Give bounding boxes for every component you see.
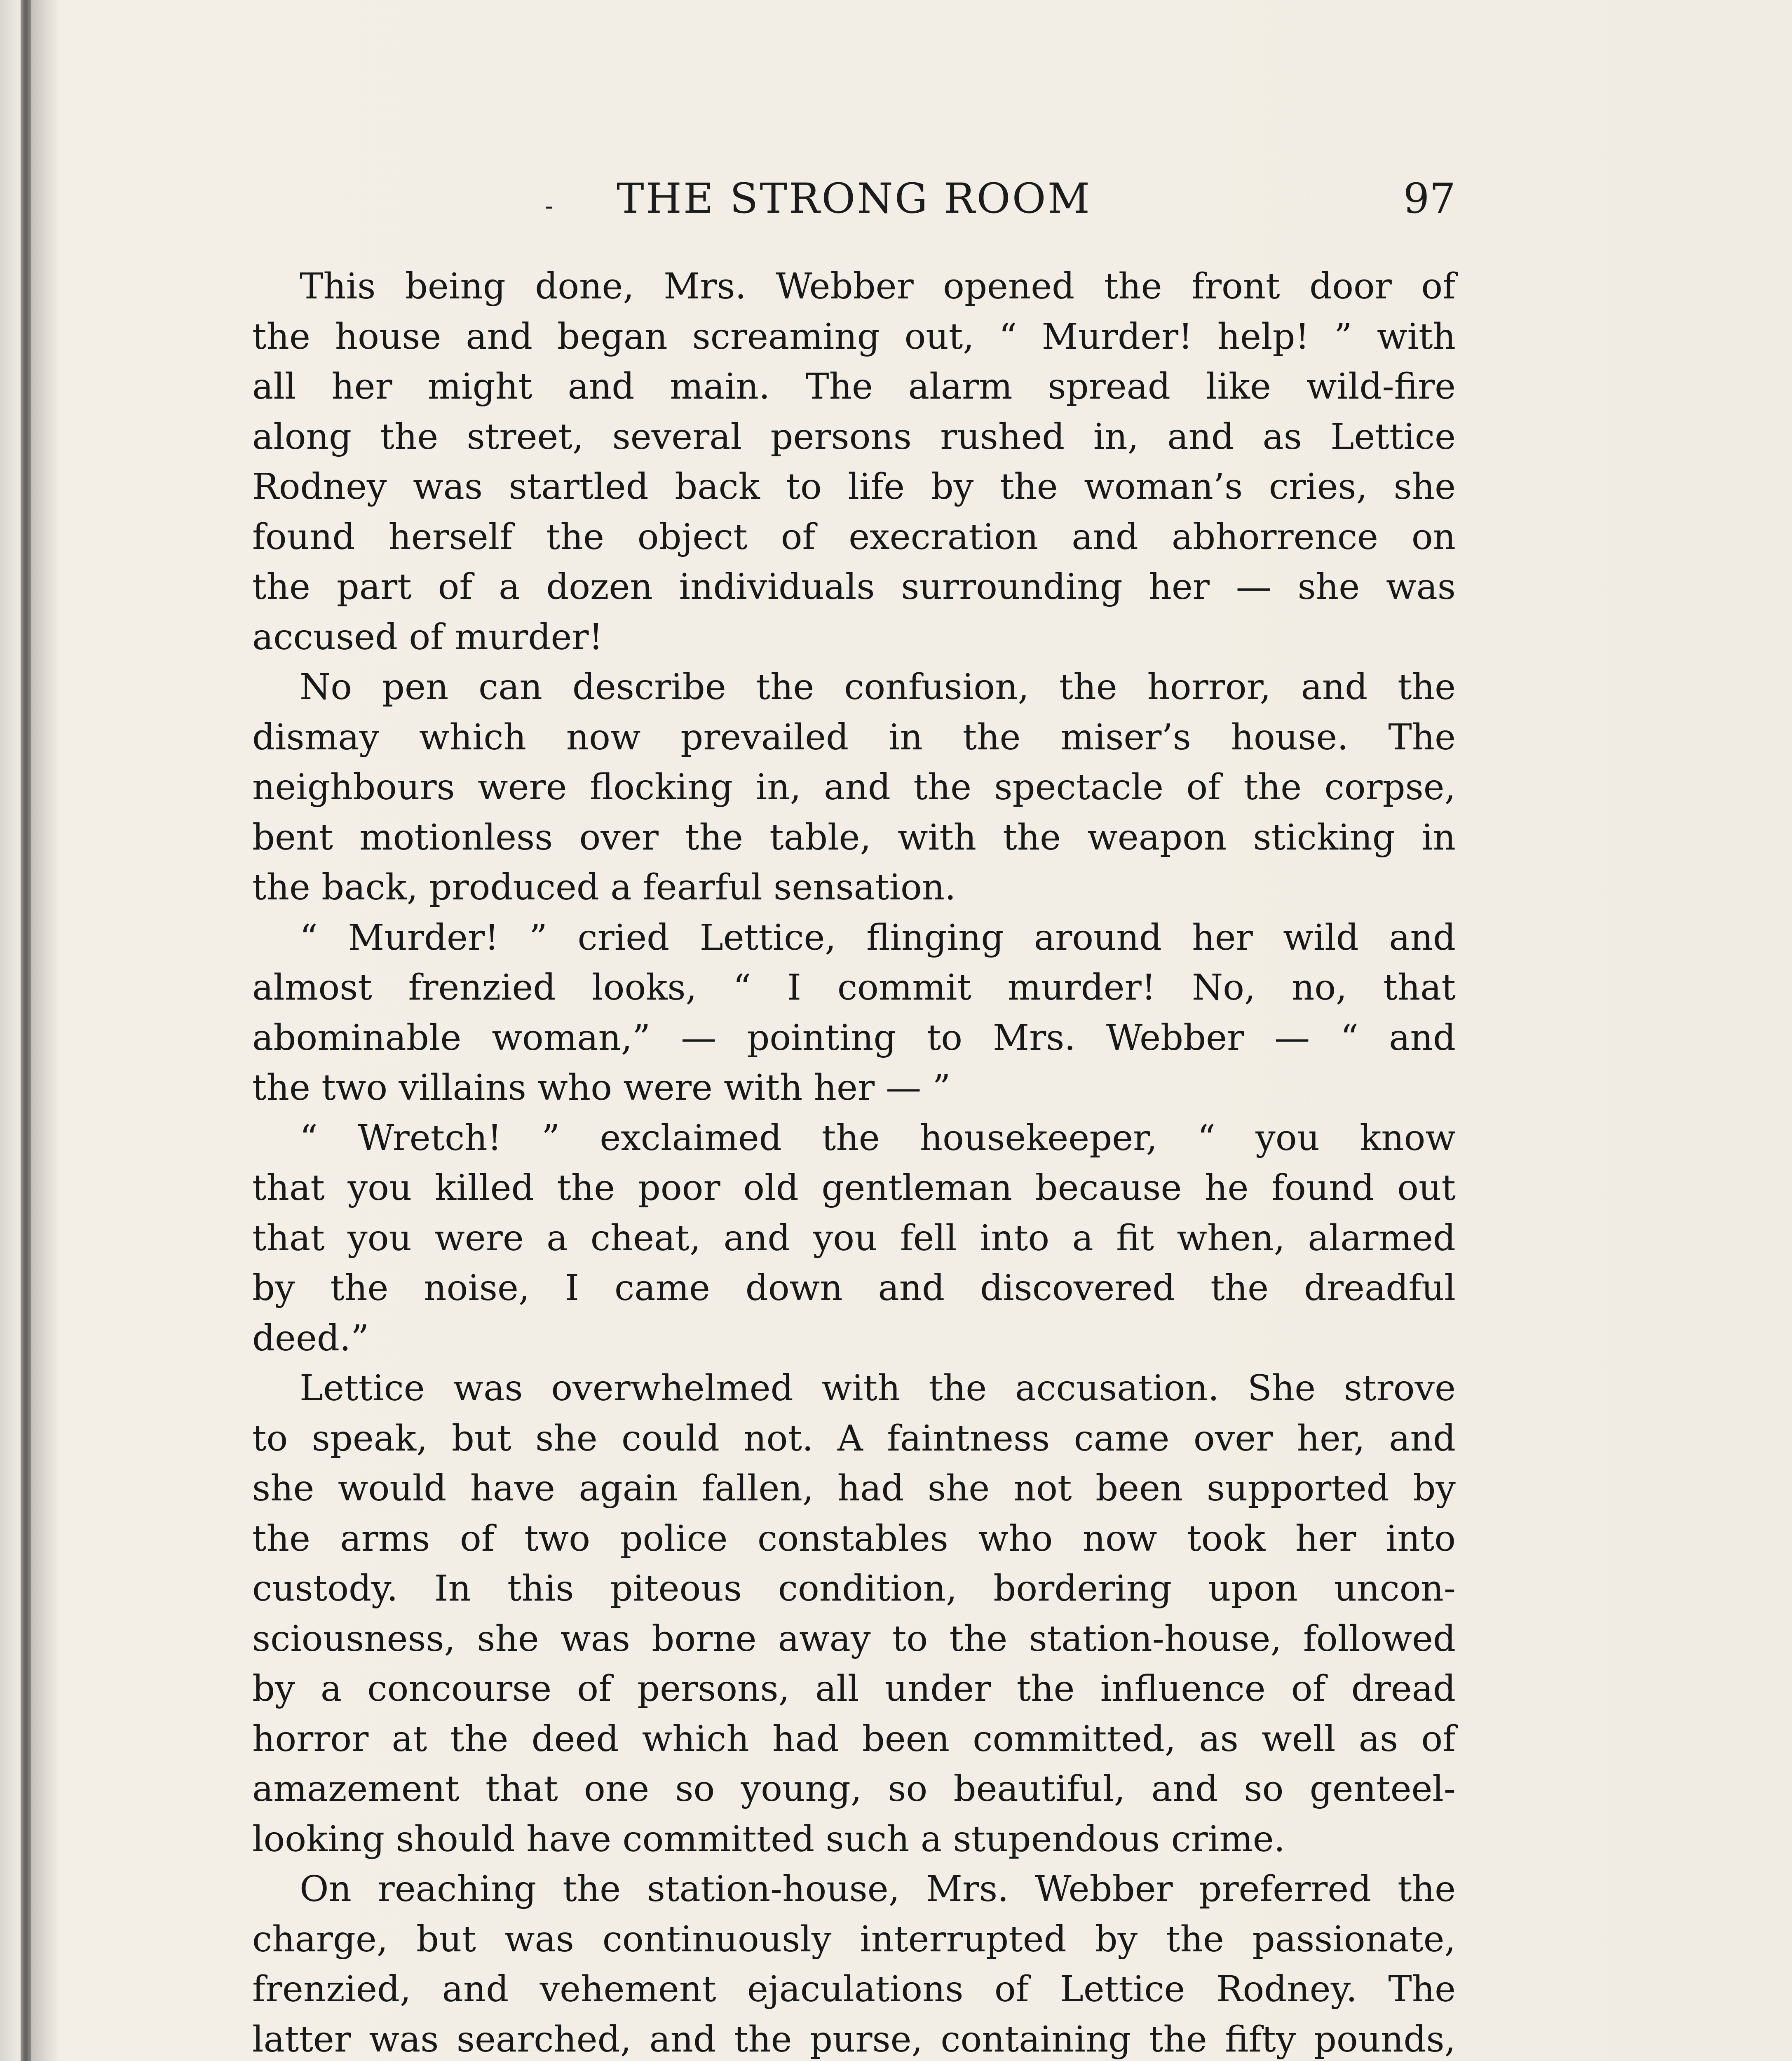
running-title: THE STRONG ROOM: [617, 174, 1091, 223]
text-line: charge, but was continuously interrupted by the passionate,: [252, 1918, 1456, 1960]
text-line: Lettice was overwhelmed with the accusation. She strove: [300, 1368, 1456, 1409]
body-text: [252, 262, 1456, 2061]
text-line: that you were a cheat, and you fell into a fit when, alarmed: [252, 1217, 1456, 1259]
page-header: [252, 163, 1456, 245]
page-number: 97: [1403, 174, 1456, 223]
text-line: frenzied, and vehement ejaculations of Lettice Rodney. The: [252, 1969, 1456, 2010]
text-line: along the street, several persons rushed in, and as Lettice: [252, 416, 1456, 458]
header-dash-mark: -: [545, 192, 554, 221]
text-line: Rodney was startled back to life by the woman’s cries, she: [252, 466, 1456, 507]
text-line: custody. In this piteous condition, bordering upon uncon-: [252, 1568, 1456, 1609]
text-line: amazement that one so young, so beautiful, and so genteel-: [252, 1768, 1456, 1810]
text-line: that you killed the poor old gentleman because he found out: [252, 1167, 1456, 1209]
text-line: by a concourse of persons, all under the influence of dread: [252, 1668, 1456, 1709]
text-line: the back, produced a fearful sensation.: [252, 867, 956, 908]
book-spine-edge: [21, 0, 31, 2061]
text-line: looking should have committed such a stupendous crime.: [252, 1818, 1285, 1860]
text-line: the arms of two police constables who now took her into: [252, 1518, 1456, 1559]
text-line: deed.”: [252, 1317, 369, 1359]
text-line: abominable woman,” — pointing to Mrs. Webber — “ and: [252, 1017, 1456, 1059]
text-line: neighbours were flocking in, and the spectacle of the corpse,: [252, 767, 1456, 808]
text-line: the two villains who were with her — ”: [252, 1067, 951, 1108]
text-line: accused of murder!: [252, 616, 603, 658]
text-line: by the noise, I came down and discovered the dreadful: [252, 1268, 1456, 1309]
text-line: No pen can describe the confusion, the horror, and the: [300, 667, 1456, 708]
text-line: horror at the deed which had been committed, as well as of: [252, 1718, 1456, 1760]
gutter-shadow: [31, 0, 60, 2061]
text-line: This being done, Mrs. Webber opened the front door of: [300, 266, 1456, 307]
text-line: “ Wretch! ” exclaimed the housekeeper, “ you know: [300, 1117, 1456, 1159]
text-line: bent motionless over the table, with the weapon sticking in: [252, 817, 1456, 858]
text-line: “ Murder! ” cried Lettice, flinging around her wild and: [300, 917, 1456, 958]
text-line: sciousness, she was borne away to the station-house, followed: [252, 1618, 1456, 1660]
text-line: to speak, but she could not. A faintness came over her, and: [252, 1418, 1456, 1459]
text-line: almost frenzied looks, “ I commit murder! No, no, that: [252, 967, 1456, 1008]
text-line: she would have again fallen, had she not been supported by: [252, 1468, 1456, 1509]
text-line: all her might and main. The alarm spread like wild-fire: [252, 366, 1456, 407]
text-line: the house and began screaming out, “ Murder! help! ” with: [252, 316, 1456, 357]
text-line: dismay which now prevailed in the miser’s house. The: [252, 716, 1456, 758]
text-line: the part of a dozen individuals surrounding her — she was: [252, 566, 1456, 608]
text-line: found herself the object of execration and abhorrence on: [252, 516, 1456, 558]
text-line: On reaching the station-house, Mrs. Webber preferred the: [300, 1869, 1456, 1910]
text-line: latter was searched, and the purse, containing the fifty pounds,: [252, 2019, 1456, 2060]
